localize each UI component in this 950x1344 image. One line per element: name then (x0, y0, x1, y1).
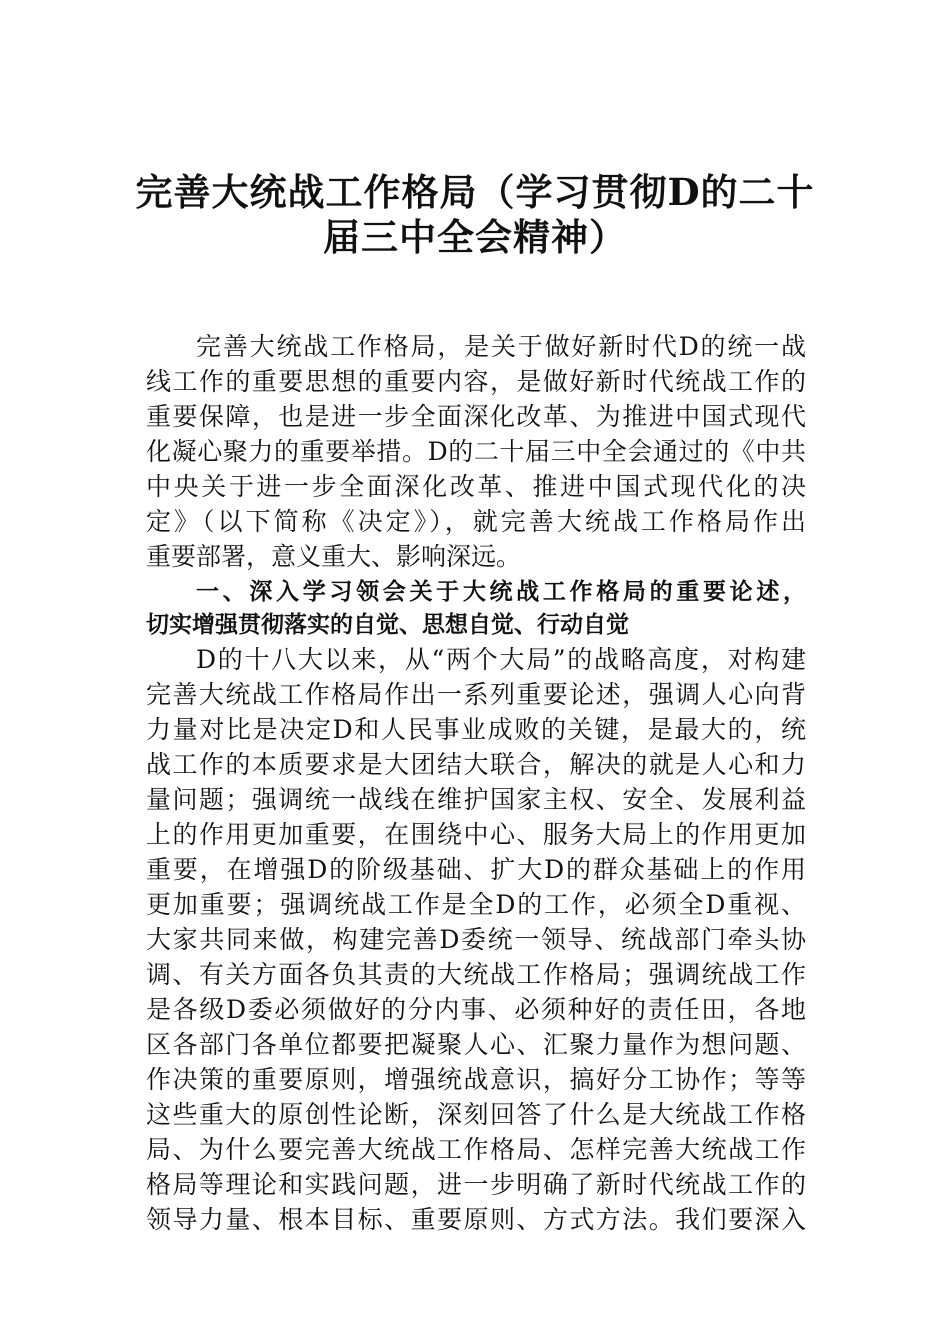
paragraph-2-line: 上的作用更加重要，在围绕中心、服务大局上的作用更加 (146, 820, 806, 849)
paragraph-2-line: 力量对比是决定D和人民事业成败的关键，是最大的，统 (146, 715, 806, 744)
paragraph-1-line: 重要保障，也是进一步全面深化改革、为推进中国式现代 (146, 402, 806, 431)
paragraph-1-line: 线工作的重要思想的重要内容，是做好新时代统战工作的 (146, 367, 806, 396)
paragraph-1-line: 重要部署，意义重大、影响深远。 (146, 542, 522, 571)
paragraph-2-line: 作决策的重要原则，增强统战意识，搞好分工协作；等等 (146, 1065, 806, 1094)
paragraph-2-line: 更加重要；强调统战工作是全D的工作，必须全D重视、 (146, 890, 806, 919)
paragraph-2-line: 调、有关方面各负其责的大统战工作格局；强调统战工作 (146, 960, 806, 989)
paragraph-2-line: 区各部门各单位都要把凝聚人心、汇聚力量作为想问题、 (146, 1030, 806, 1059)
paragraph-2-line: D的十八大以来，从“两个大局”的战略高度，对构建 (196, 645, 806, 674)
paragraph-1-line: 中央关于进一步全面深化改革、推进中国式现代化的决 (146, 472, 806, 501)
paragraph-2-line: 领导力量、根本目标、重要原则、方式方法。我们要深入 (146, 1205, 806, 1234)
paragraph-1-line: 完善大统战工作格局，是关于做好新时代D的统一战 (196, 332, 806, 361)
paragraph-2-line: 这些重大的原创性论断，深刻回答了什么是大统战工作格 (146, 1100, 806, 1129)
paragraph-2-line: 大家共同来做，构建完善D委统一领导、统战部门牵头协 (146, 925, 806, 954)
paragraph-2-line: 格局等理论和实践问题，进一步明确了新时代统战工作的 (146, 1170, 806, 1199)
paragraph-1-line: 定》（以下简称《决定》），就完善大统战工作格局作出 (146, 507, 806, 536)
document-title-line-1: 完善大统战工作格局（学习贯彻D的二十 (135, 170, 815, 214)
paragraph-2-line: 局、为什么要完善大统战工作格局、怎样完善大统战工作 (146, 1135, 806, 1164)
paragraph-2-line: 是各级D委必须做好的分内事、必须种好的责任田，各地 (146, 995, 806, 1024)
paragraph-1-line: 化凝心聚力的重要举措。D的二十届三中全会通过的《中共 (146, 437, 806, 466)
document-title-line-2: 届三中全会精神） (323, 215, 627, 259)
paragraph-2-line: 量问题；强调统一战线在维护国家主权、安全、发展利益 (146, 785, 806, 814)
paragraph-2-line: 战工作的本质要求是大团结大联合，解决的就是人心和力 (146, 750, 806, 779)
paragraph-2-line: 重要，在增强D的阶级基础、扩大D的群众基础上的作用 (146, 855, 806, 884)
section-heading-line: 切实增强贯彻落实的自觉、思想自觉、行动自觉 (146, 612, 629, 638)
section-heading-line: 一、深入学习领会关于大统战工作格局的重要论述， (196, 579, 806, 605)
paragraph-2-line: 完善大统战工作格局作出一系列重要论述，强调人心向背 (146, 680, 806, 709)
